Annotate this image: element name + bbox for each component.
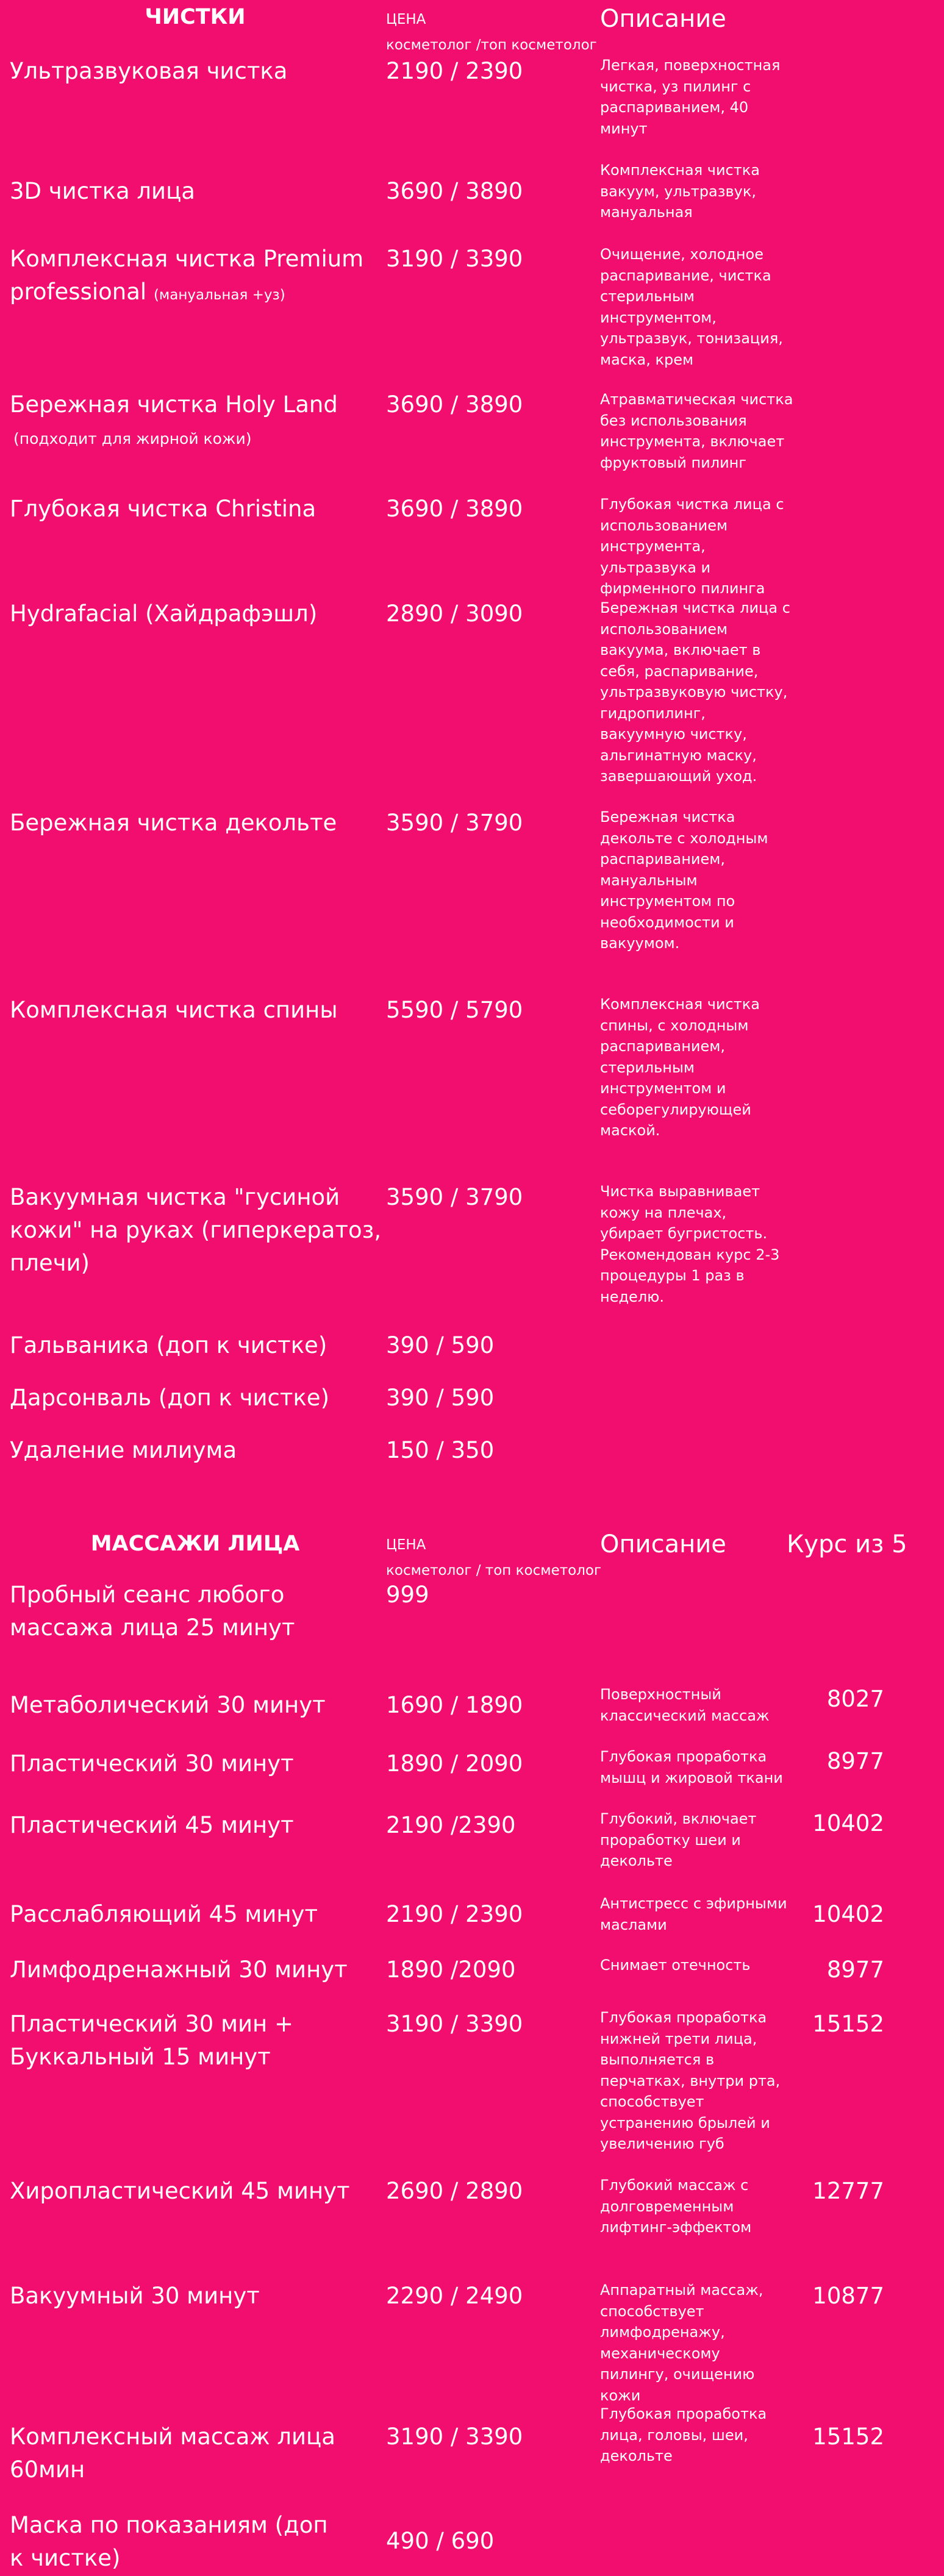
cleaning-item-price: 3190 / 3390 (386, 246, 523, 272)
massage-item-description: Снимает отечность (600, 1957, 751, 1974)
massages-price-header: ЦЕНА (386, 1537, 426, 1553)
cleaning-item-price: 3590 / 3790 (386, 1184, 523, 1210)
massage-item-price: 1890 /2090 (386, 1957, 516, 1983)
massages-price-subheader: косметолог / топ косметолог (386, 1563, 602, 1579)
cleaning-item-name: 3D чистка лица (10, 178, 195, 204)
massage-item-price: 999 (386, 1582, 429, 1608)
massage-item-name: Хиропластический 45 минут (10, 2178, 350, 2204)
cleanings-price-header: ЦЕНА (386, 12, 426, 27)
cleaning-item-description: Легкая, поверхностная чистка, уз пилинг с распариванием, 40 минут (600, 57, 781, 137)
cleanings-section-title: ЧИСТКИ (145, 5, 246, 29)
massage-item-price: 2690 / 2890 (386, 2178, 523, 2204)
massage-item-description: Глубокий массаж с долговременным лифтинг-эффектом (600, 2177, 752, 2236)
massage-item-name: Пробный сеанс любого массажа лица 25 минут (10, 1582, 295, 1641)
cleaning-item-name-note: (подходит для жирной кожи) (13, 430, 252, 448)
cleaning-item-description: Глубокая чистка лица с использованием инструмента, ультразвука и фирменного пилинга (600, 496, 784, 597)
massage-item-description: Глубокая проработка мышц и жировой ткани (600, 1748, 783, 1786)
massage-item-name: Лимфодренажный 30 минут (10, 1957, 348, 1983)
cleaning-item-name: Гальваника (доп к чистке) (10, 1332, 327, 1358)
massage-item-price: 3190 / 3390 (386, 2011, 523, 2037)
cleaning-item-name: Бережная чистка Holy Land (10, 391, 338, 418)
cleaning-item-description: Чистка выравнивает кожу на плечах, убирает бугристость. Рекомендован курс 2-3 процедуры 1 раз в неделю. (600, 1183, 780, 1305)
massage-item-description: Глубокая проработка лица, головы, шеи, декольте (600, 2405, 767, 2464)
cleanings-price-subheader: косметолог /топ косметолог (386, 37, 597, 53)
massage-item-price: 3190 / 3390 (386, 2424, 523, 2450)
cleaning-item-price: 3590 / 3790 (386, 810, 523, 836)
massage-item-name: Расслабляющий 45 минут (10, 1901, 318, 1927)
massage-item-description: Антистресс с эфирными маслами (600, 1895, 787, 1933)
massages-description-header: Описание (600, 1530, 726, 1558)
cleaning-item-description: Комплексная чистка вакуум, ультразвук, мануальная (600, 162, 760, 221)
cleaning-item-price: 3690 / 3890 (386, 391, 523, 418)
massage-item-description: Аппаратный массаж, способствует лимфодренажу, механическому пилингу, очищению кожи (600, 2282, 763, 2404)
cleaning-item-price: 3690 / 3890 (386, 496, 523, 522)
cleaning-item-price: 3690 / 3890 (386, 178, 523, 204)
cleaning-item-price: 390 / 590 (386, 1332, 495, 1358)
massage-item-price: 2290 / 2490 (386, 2283, 523, 2309)
massage-item-course-price: 15152 (812, 2011, 884, 2037)
cleaning-item-description: Атравматическая чистка без использования инструмента, включает фруктовый пилинг (600, 391, 793, 471)
cleaning-item-name: Вакуумная чистка "гусиной кожи" на руках (гиперкератоз, плечи) (10, 1184, 382, 1276)
massages-section-title: МАССАЖИ ЛИЦА (90, 1532, 300, 1556)
massage-item-price: 2190 /2390 (386, 1812, 516, 1838)
massage-item-name: Пластический 45 минут (10, 1812, 294, 1838)
cleaning-item-name: Удаление милиума (10, 1437, 237, 1463)
massage-item-name: Комплексный массаж лица 60мин (10, 2424, 335, 2483)
cleaning-item-description: Очищение, холодное распаривание, чистка стерильным инструментом, ультразвук, тонизация, маска, крем (600, 246, 783, 368)
massage-item-name: Метаболический 30 минут (10, 1692, 326, 1718)
massage-item-course-price: 10402 (812, 1810, 884, 1836)
cleaning-item-name: Бережная чистка декольте (10, 810, 337, 836)
cleaning-item-name: Комплексная чистка спины (10, 997, 338, 1023)
cleaning-item-price: 2190 / 2390 (386, 58, 523, 84)
massage-item-name: Вакуумный 30 минут (10, 2283, 260, 2309)
massage-item-course-price: 8977 (826, 1748, 884, 1774)
massage-item-description: Глубокий, включает проработку шеи и декольте (600, 1810, 757, 1869)
massage-item-course-price: 12777 (812, 2178, 884, 2204)
massage-item-price: 1690 / 1890 (386, 1692, 523, 1718)
cleanings-description-header: Описание (600, 5, 726, 33)
cleaning-item-price: 390 / 590 (386, 1385, 495, 1411)
cleaning-item-name-note: (мануальная +уз) (153, 287, 285, 303)
cleaning-item-price: 5590 / 5790 (386, 997, 523, 1023)
massage-item-name: Пластический 30 мин + Буккальный 15 минут (10, 2011, 294, 2070)
cleaning-item-description: Бережная чистка лица с использованием вакуума, включает в себя, распаривание, ультразвуковую чистку, гидропилинг, вакуумную чистку, альгинатную маску, завершающий уход. (600, 599, 790, 785)
cleaning-item-description: Комплексная чистка спины, с холодным распариванием, стерильным инструментом и себорегулирующей маской. (600, 996, 760, 1139)
massage-item-course-price: 8027 (826, 1686, 884, 1712)
cleaning-item-name (10, 243, 382, 309)
massage-item-course-price: 8977 (826, 1957, 884, 1983)
cleaning-item-name: Дарсонваль (доп к чистке) (10, 1385, 329, 1411)
cleaning-item-price: 150 / 350 (386, 1437, 495, 1463)
cleaning-item-name: Ультразвуковая чистка (10, 58, 288, 84)
cleaning-item-description: Бережная чистка декольте с холодным распариванием, мануальным инструментом по необходимости и вакуумом. (600, 808, 768, 952)
massage-item-description: Поверхностный классический массаж (600, 1686, 770, 1724)
massage-item-price: 2190 / 2390 (386, 1901, 523, 1927)
cleaning-item-name-text: Комплексная чистка Premium professional (10, 246, 364, 305)
cleaning-item-name: Глубокая чистка Christina (10, 496, 316, 522)
massage-item-name: Пластический 30 минут (10, 1750, 294, 1777)
massage-item-course-price: 10402 (812, 1901, 884, 1927)
massage-item-description: Глубокая проработка нижней трети лица, выполняется в перчатках, внутри рта, способствует устранению брылей и увеличению губ (600, 2009, 781, 2152)
cleaning-item-price: 2890 / 3090 (386, 601, 523, 627)
massages-course-header: Курс из 5 (787, 1530, 907, 1558)
massage-item-price: 490 / 690 (386, 2528, 495, 2554)
massage-item-price: 1890 / 2090 (386, 1750, 523, 1777)
massage-item-name: Маска по показаниям (доп к чистке) (10, 2512, 328, 2571)
cleaning-item-name: Hydrafacial (Хайдрафэшл) (10, 601, 318, 627)
massage-item-course-price: 10877 (812, 2283, 884, 2309)
massage-item-course-price: 15152 (812, 2424, 884, 2450)
